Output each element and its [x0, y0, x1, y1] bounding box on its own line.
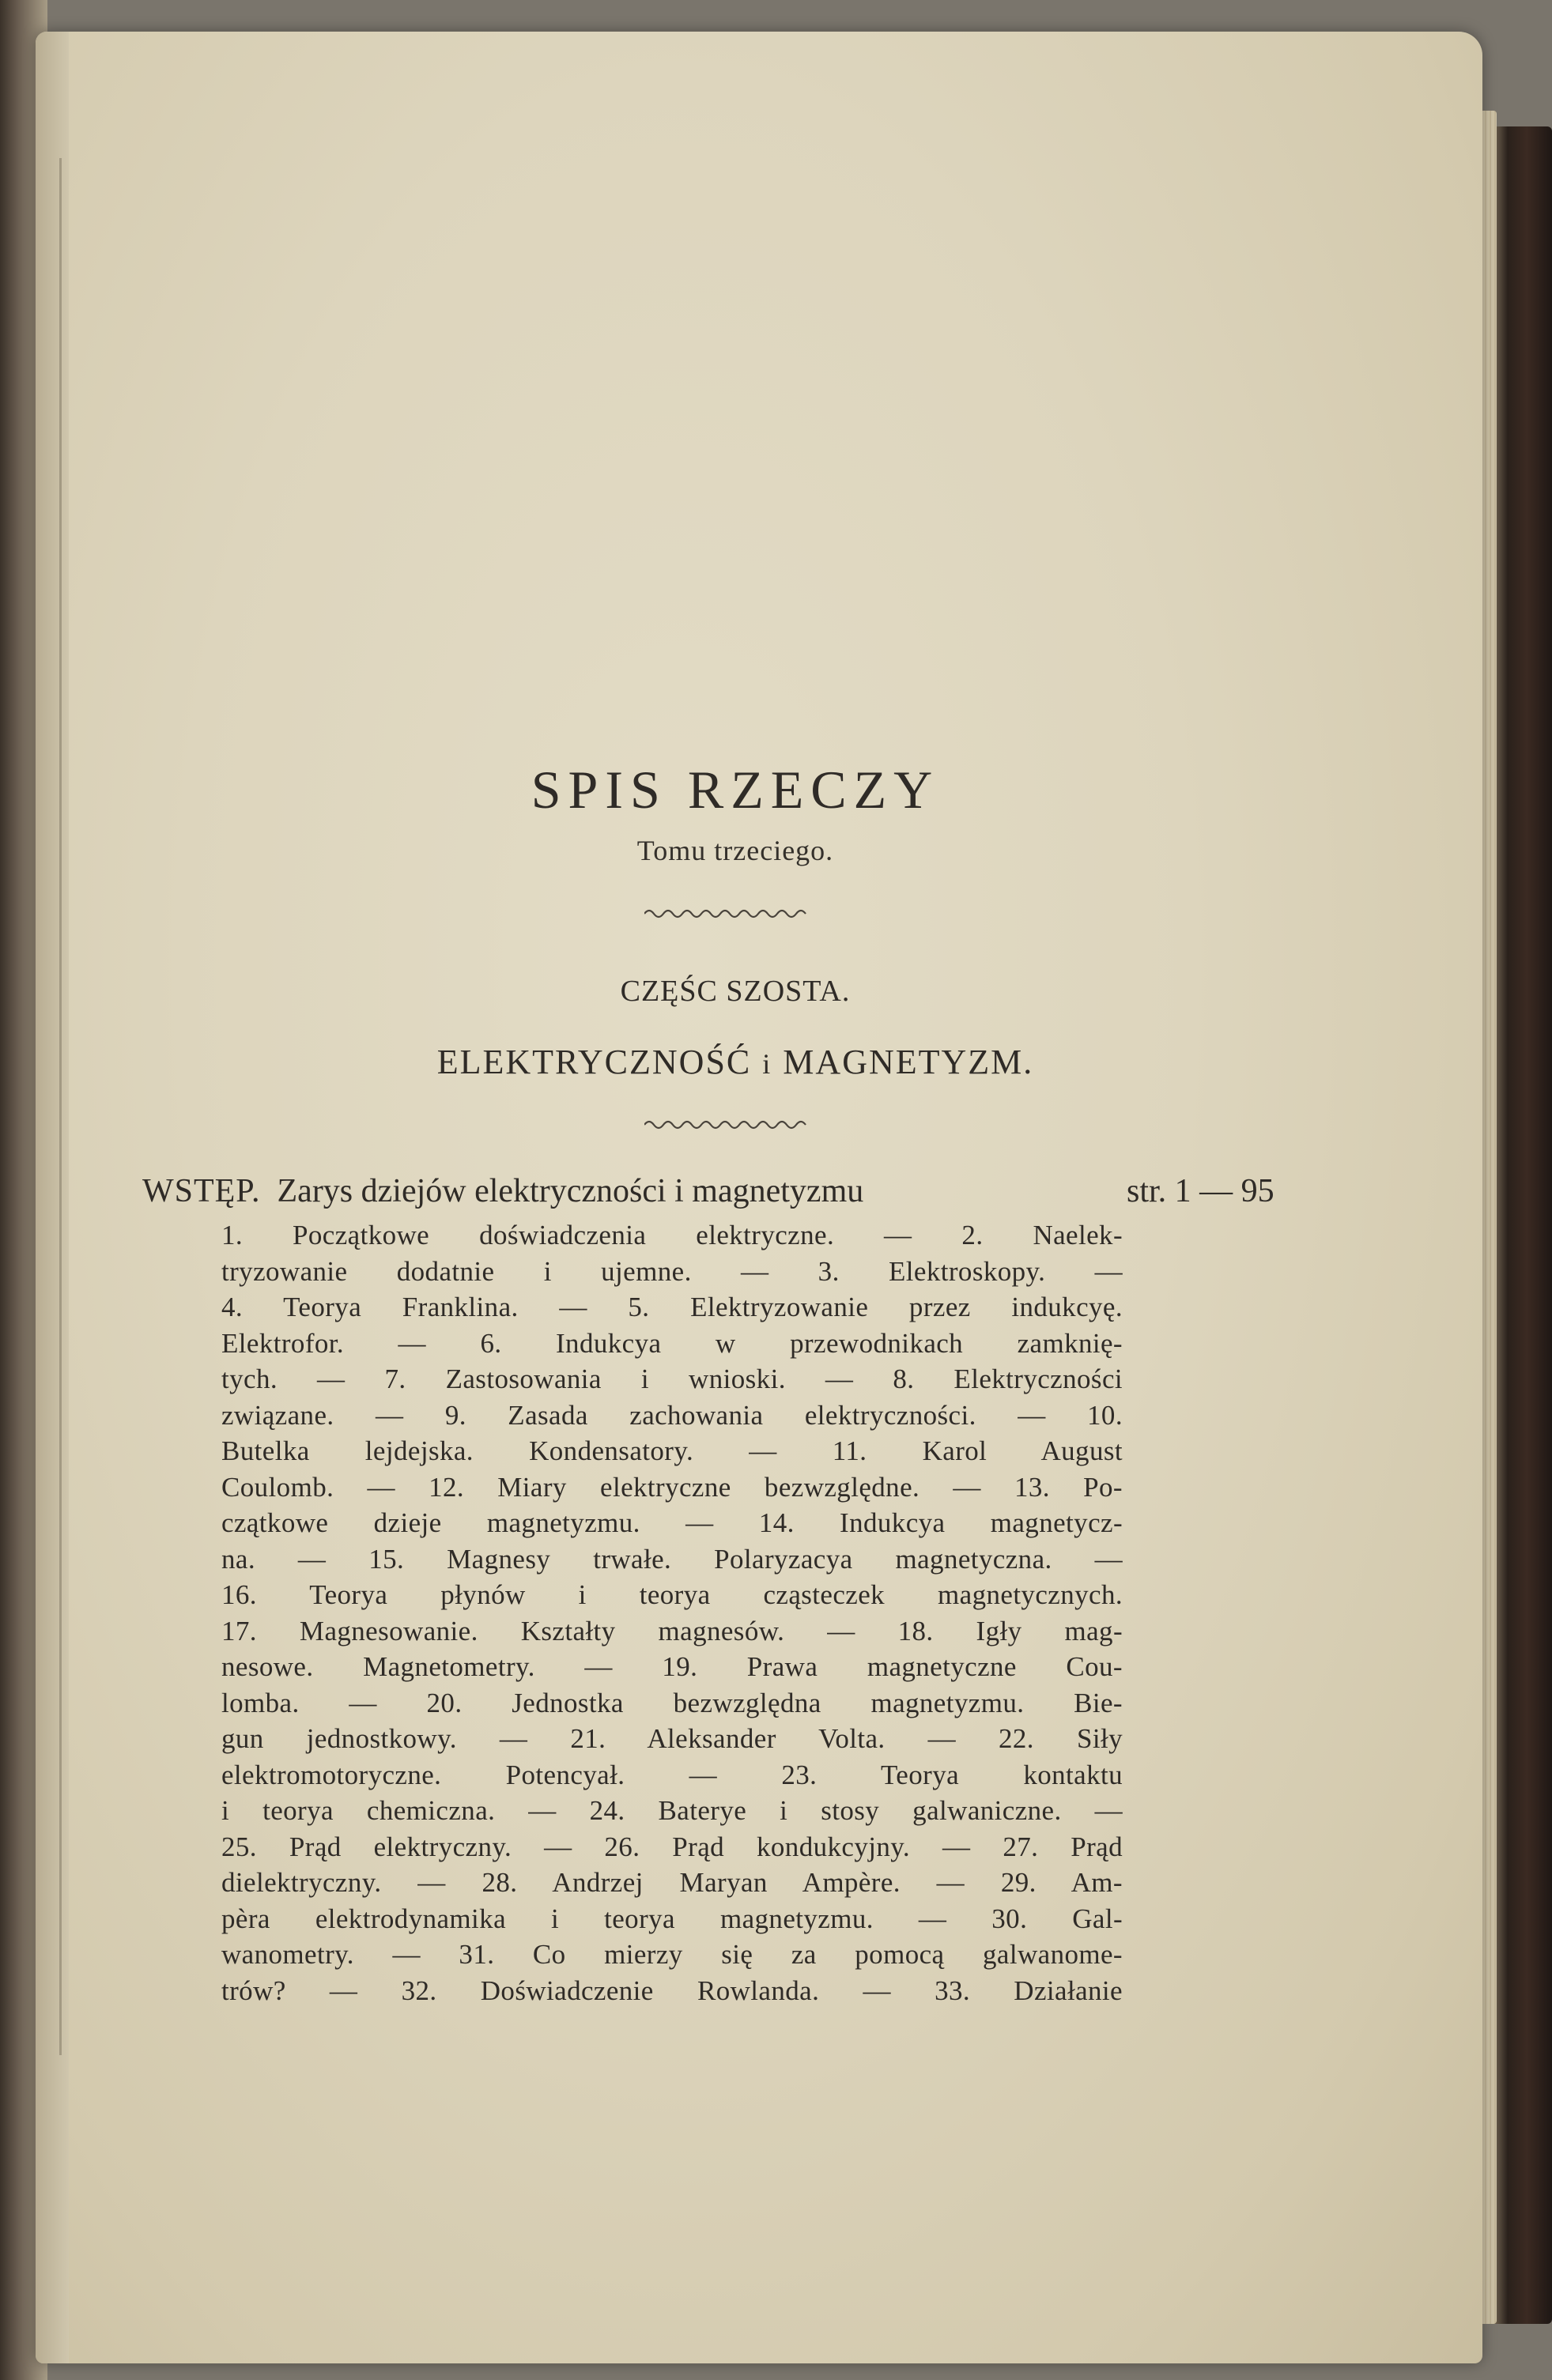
intro-text: Zarys dziejów elektryczności i magnetyzmu: [277, 1173, 864, 1209]
contents-line: czątkowe dzieje magnetyzmu. — 14. Indukcya magnetycz-: [221, 1507, 1123, 1538]
contents-paragraph: [221, 1217, 1123, 2008]
contents-line: nesowe. Magnetometry. — 19. Prawa magnetyczne Cou-: [221, 1651, 1123, 1682]
contents-line: Butelka lejdejska. Kondensatory. — 11. Karol August: [221, 1435, 1123, 1466]
contents-line: związane. — 9. Zasada zachowania elektryczności. — 10.: [221, 1399, 1123, 1431]
contents-line: pèra elektrodynamika i teorya magnetyzmu. — 30. Gal-: [221, 1903, 1123, 1934]
gutter-crease: [59, 158, 62, 2055]
section-heading-right: MAGNETYZM.: [783, 1043, 1034, 1081]
contents-line: i teorya chemiczna. — 24. Baterye i stosy galwaniczne. —: [221, 1795, 1123, 1826]
contents-line: gun jednostkowy. — 21. Aleksander Volta. — 22. Siły: [221, 1723, 1123, 1754]
part-heading: CZĘŚC SZOSTA.: [620, 975, 851, 1008]
intro-label: WSTĘP.: [142, 1173, 261, 1209]
contents-line: Elektrofor. — 6. Indukcya w przewodnikach zamknię-: [221, 1327, 1123, 1359]
contents-line: 17. Magnesowanie. Kształty magnesów. — 18. Igły mag-: [221, 1615, 1123, 1646]
contents-line: 1. Początkowe doświadczenia elektryczne. — 2. Naelek-: [221, 1220, 1123, 1250]
contents-line: Coulomb. — 12. Miary elektryczne bezwzględne. — 13. Po-: [221, 1471, 1123, 1503]
book-binding-right: [1489, 126, 1552, 2324]
section-heading: [316, 1042, 1154, 1082]
page-gutter: [36, 32, 69, 2363]
section-heading-left: ELEKTRYCZNOŚĆ: [436, 1043, 752, 1081]
contents-line: wanometry. — 31. Co mierzy się za pomocą galwanome-: [221, 1939, 1123, 1970]
contents-line: dielektryczny. — 28. Andrzej Maryan Ampère. — 29. Am-: [221, 1867, 1123, 1898]
page-subtitle: Tomu trzeciego.: [636, 835, 834, 866]
intro-entry: [142, 1172, 1274, 1210]
contents-line: elektromotoryczne. Potencyał. — 23. Teorya kontaktu: [221, 1759, 1123, 1790]
contents-line: lomba. — 20. Jednostka bezwzględna magnetyzmu. Bie-: [221, 1687, 1123, 1718]
contents-line: trów? — 32. Doświadczenie Rowlanda. — 33. Działanie: [221, 1975, 1123, 2006]
contents-line: 25. Prąd elektryczny. — 26. Prąd kondukcyjny. — 27. Prąd: [221, 1831, 1123, 1862]
section-heading-conjunction: i: [762, 1048, 772, 1080]
contents-line: 16. Teorya płynów i teorya cząsteczek magnetycznych.: [221, 1579, 1123, 1610]
contents-line: 4. Teorya Franklina. — 5. Elektryzowanie przez indukcyę.: [221, 1292, 1123, 1322]
ornament-divider-bottom: [644, 1116, 810, 1133]
contents-line: tryzowanie dodatnie i ujemne. — 3. Elektroskopy. —: [221, 1255, 1123, 1287]
page-title: SPIS RZECZY: [531, 760, 940, 820]
ornament-divider-top: [644, 905, 810, 922]
contents-line: na. — 15. Magnesy trwałe. Polaryzacya magnetyczna. —: [221, 1543, 1123, 1575]
intro-page-range: str. 1 — 95: [1127, 1173, 1274, 1209]
contents-line: tych. — 7. Zastosowania i wnioski. — 8. Elektryczności: [221, 1364, 1123, 1394]
